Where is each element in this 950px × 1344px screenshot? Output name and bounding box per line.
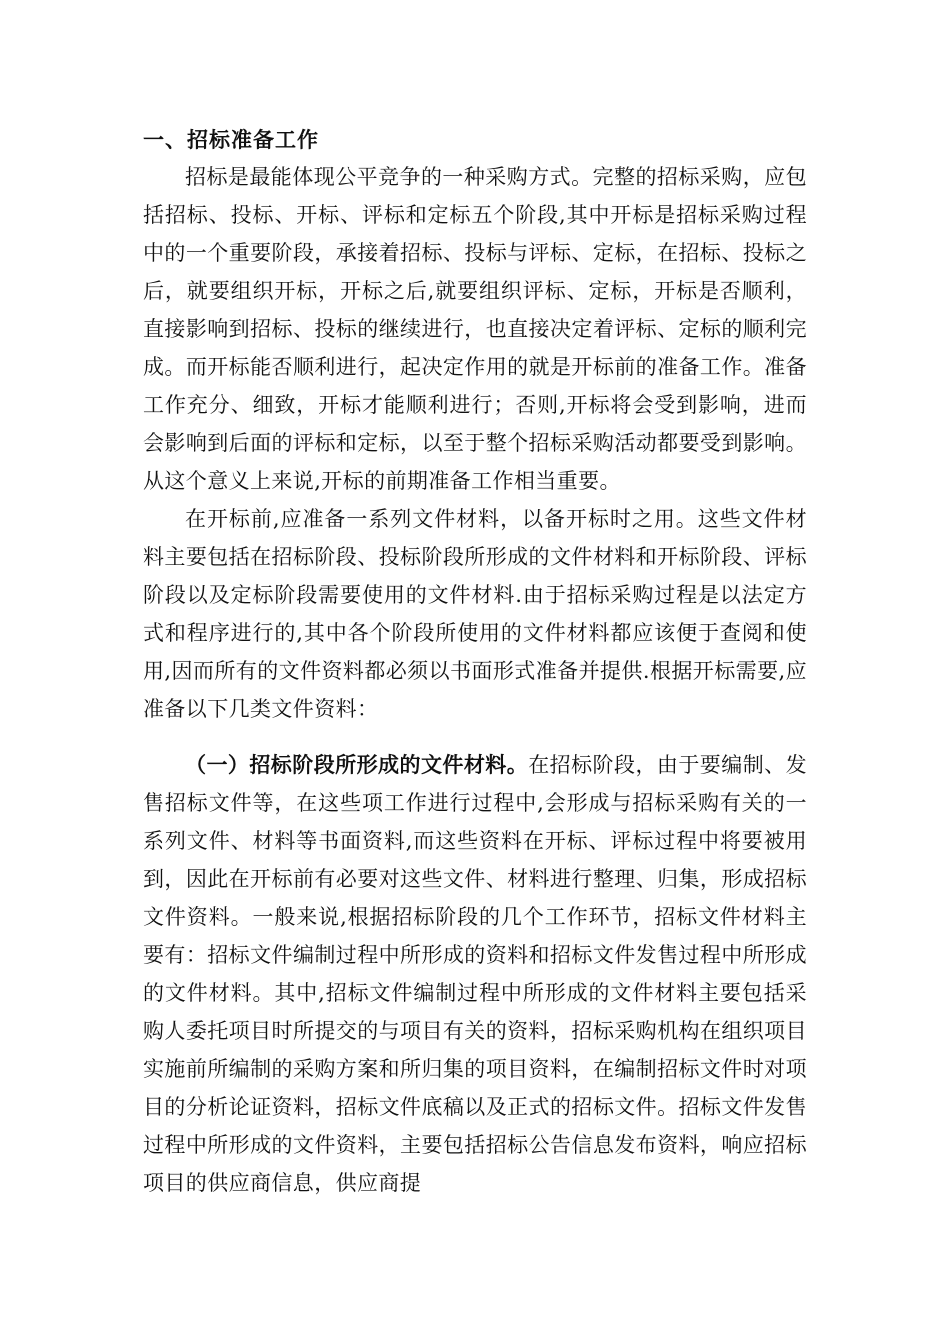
paragraph-intro xyxy=(143,158,807,500)
paragraph-tender-stage-text: 在招标阶段，由于要编制、发售招标文件等，在这些项工作进行过程中,会形成与招标采购有关的一系列文件、材料等书面资料,而这些资料在开标、评标过程中将要被用到，因此在开标前有必要对这些文件、材料进行整理、归集，形成招标文件资料。一般来说,根据招标阶段的几个工作环节，招标文件材料主要有：招标文件编制过程中所形成的资料和招标文件发售过程中所形成的文件材料。其中,招标文件编制过程中所形成的文件材料主要包括采购人委托项目时所提交的与项目有关的资料，招标采购机构在组织项目实施前所编制的采购方案和所归集的项目资料，在编制招标文件时对项目的分析论证资料，招标文件底稿以及正式的招标文件。招标文件发售过程中所形成的文件资料，主要包括招标公告信息发布资料，响应招标项目的供应商信息，供应商提 xyxy=(143,753,807,1195)
document-page xyxy=(143,118,807,1202)
paragraph-preparation-text: 在开标前,应准备一系列文件材料，以备开标时之用。这些文件材料主要包括在招标阶段、投标阶段所形成的文件材料和开标阶段、评标阶段以及定标阶段需要使用的文件材料.由于招标采购过程是以法定方式和程序进行的,其中各个阶段所使用的文件材料都应该便于查阅和使用,因而所有的文件资料都必须以书面形式准备并提供.根据开标需要,应准备以下几类文件资料： xyxy=(143,507,807,721)
paragraph-tender-stage-lead: （一）招标阶段所形成的文件材料。 xyxy=(185,753,529,777)
paragraph-preparation xyxy=(143,500,807,728)
paragraph-intro-text: 招标是最能体现公平竞争的一种采购方式。完整的招标采购，应包括招标、投标、开标、评标和定标五个阶段,其中开标是招标采购过程中的一个重要阶段，承接着招标、投标与评标、定标，在招标、投标之后，就要组织开标，开标之后,就要组织评标、定标，开标是否顺利，直接影响到招标、投标的继续进行，也直接决定着评标、定标的顺利完成。而开标能否顺利进行，起决定作用的就是开标前的准备工作。准备工作充分、细致，开标才能顺利进行；否则,开标将会受到影响，进而会影响到后面的评标和定标，以至于整个招标采购活动都要受到影响。从这个意义上来说,开标的前期准备工作相当重要。 xyxy=(143,165,807,493)
paragraph-tender-stage xyxy=(143,746,807,1202)
section-heading: 一、招标准备工作 xyxy=(143,128,319,152)
